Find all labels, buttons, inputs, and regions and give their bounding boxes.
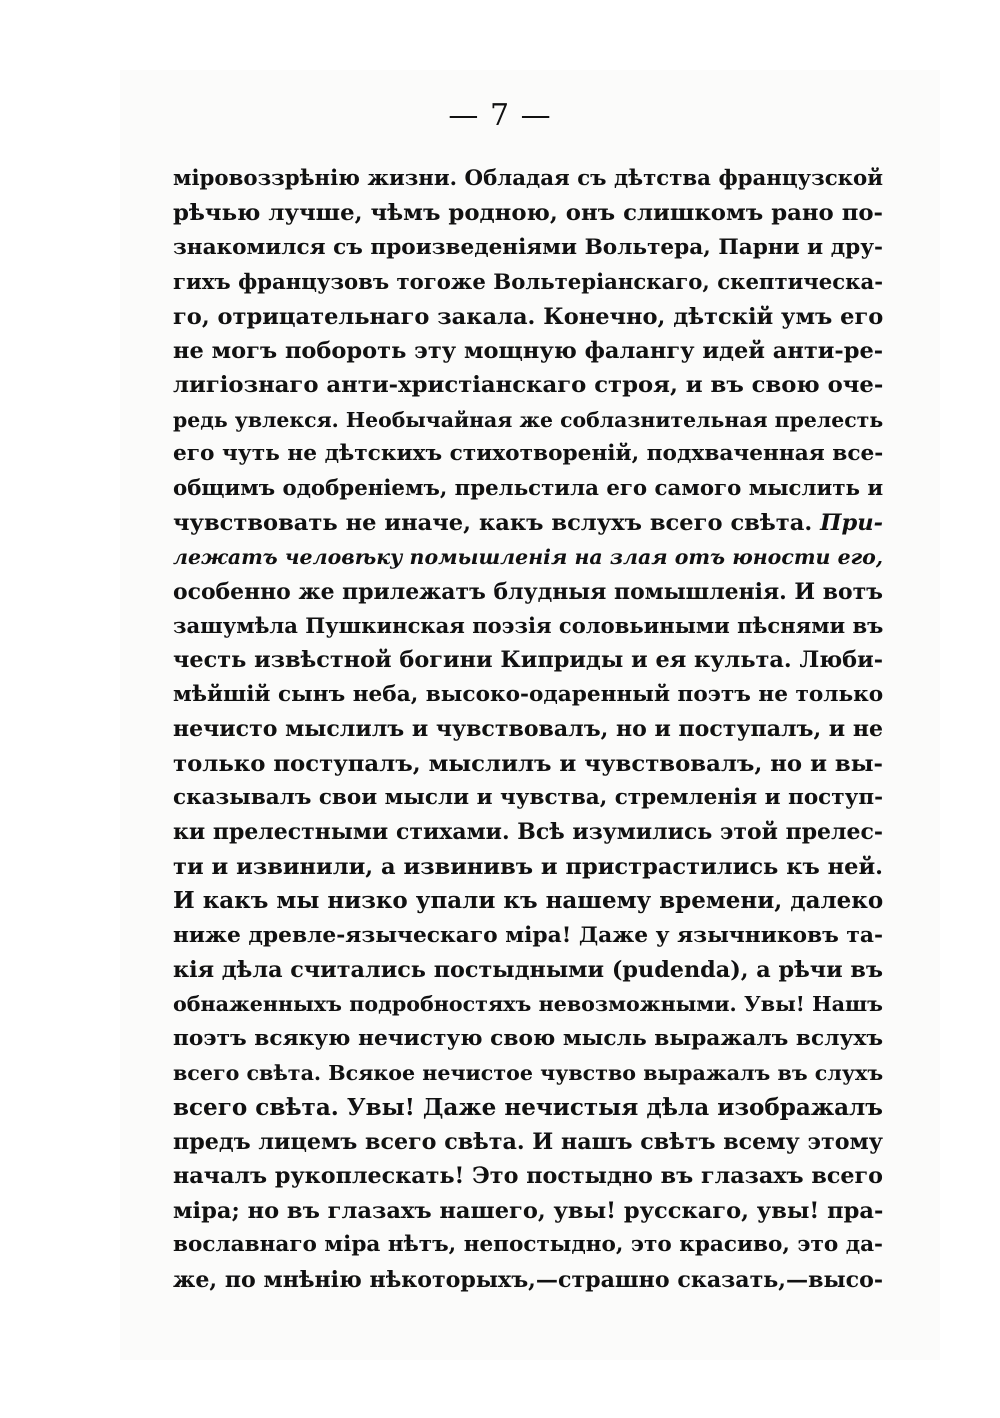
text-segment: ти и извинили, а извинивъ и пристрастились къ ней. xyxy=(173,853,883,880)
text-line xyxy=(173,987,883,1021)
text-segment: міровоззрѣнію жизни. Обладая съ дѣтства французской xyxy=(173,166,883,191)
text-segment: зашумѣла Пушкинская поэзія соловьиными пѣснями въ xyxy=(173,613,884,639)
text-segment: же, по мнѣнію нѣкоторыхъ,—страшно сказать,—высо- xyxy=(173,1266,883,1293)
text-line xyxy=(173,196,883,230)
text-segment: сказывалъ свои мысли и чувства, стремленія и поступ- xyxy=(173,785,883,811)
text-line xyxy=(173,1022,883,1056)
text-segment: И какъ мы низко упали къ нашему времени, далеко xyxy=(173,887,884,915)
text-segment: предъ лицемъ всего свѣта. И нашъ свѣтъ всему этому xyxy=(173,1128,883,1155)
text-segment: знакомился съ произведеніями Вольтера, Парни и дру- xyxy=(173,234,883,260)
text-segment: общимъ одобреніемъ, прельстила его самого мыслить и xyxy=(173,475,884,501)
text-line xyxy=(173,781,883,815)
italic-segment: лежатъ человѣку помышленія на злая отъ юности его, xyxy=(173,545,883,570)
text-line xyxy=(173,815,883,849)
text-segment: честь извѣстной богини Киприды и ея культа. Люби- xyxy=(173,647,883,674)
text-segment: нечисто мыслилъ и чувствовалъ, но и поступалъ, и не xyxy=(173,716,883,743)
text-line xyxy=(173,609,883,643)
body-text xyxy=(173,162,883,1297)
text-line xyxy=(173,884,883,918)
text-line xyxy=(173,1056,883,1090)
text-segment: не могъ побороть эту мощную фалангу идей анти-ре- xyxy=(173,337,884,364)
page-number: — 7 — xyxy=(448,98,552,133)
italic-segment: При- xyxy=(820,509,883,536)
text-segment: поэтъ всякую нечистую свою мысль выражалъ вслухъ xyxy=(173,1025,883,1051)
text-segment: мѣйшій сынъ неба, высоко-одаренный поэтъ не только xyxy=(173,681,884,707)
text-line xyxy=(173,540,883,574)
text-segment: лигіознаго анти-христіанскаго строя, и въ свою оче- xyxy=(173,372,884,399)
text-line xyxy=(173,1263,883,1297)
text-segment: ниже древле-языческаго міра! Даже у язычниковъ та- xyxy=(173,922,884,948)
text-line xyxy=(173,850,883,884)
text-segment: обнаженныхъ подробностяхъ невозможными. Увы! Нашъ xyxy=(173,992,883,1017)
text-segment: редь увлекся. Необычайная же соблазнительная прелесть xyxy=(173,407,884,432)
text-segment: всего свѣта. Всякое нечистое чувство выражалъ въ слухъ xyxy=(173,1061,884,1086)
text-line xyxy=(173,368,883,402)
text-line xyxy=(173,747,883,781)
text-line xyxy=(173,403,883,437)
text-line xyxy=(173,162,883,196)
text-line xyxy=(173,334,883,368)
text-line xyxy=(173,953,883,987)
text-line xyxy=(173,265,883,299)
text-line xyxy=(173,1125,883,1159)
text-segment: ки прелестными стихами. Всѣ изумились этой прелес- xyxy=(173,819,883,846)
text-segment: чувствовать не иначе, какъ вслухъ всего свѣта. xyxy=(173,509,821,536)
text-line xyxy=(173,231,883,265)
text-segment: кія дѣла считались постыдными (pudenda), а рѣчи въ xyxy=(173,956,883,983)
text-line xyxy=(173,712,883,746)
text-segment: міра; но въ глазахъ нашего, увы! русскаго, увы! пра- xyxy=(173,1197,884,1224)
text-segment: го, отрицательнаго закала. Конечно, дѣтскій умъ его xyxy=(173,303,884,330)
text-line xyxy=(173,678,883,712)
text-segment: его чуть не дѣтскихъ стихотвореній, подхваченная все- xyxy=(173,441,884,467)
text-segment: гихъ французовъ тогоже Вольтеріанскаго, скептическа- xyxy=(173,269,883,295)
text-line xyxy=(173,1091,883,1125)
text-line xyxy=(173,472,883,506)
text-segment: вославнаго міра нѣтъ, непостыдно, это красиво, это да- xyxy=(173,1232,883,1258)
text-segment: особенно же прилежатъ блудныя помышленія. И вотъ xyxy=(173,578,883,605)
text-segment: рѣчью лучше, чѣмъ родною, онъ слишкомъ рано по- xyxy=(173,200,883,227)
text-line xyxy=(173,506,883,540)
text-line xyxy=(173,919,883,953)
text-line xyxy=(173,1194,883,1228)
text-line xyxy=(173,575,883,609)
text-segment: всего свѣта. Увы! Даже нечистыя дѣла изображалъ xyxy=(173,1093,883,1121)
text-line xyxy=(173,1228,883,1262)
text-line xyxy=(173,643,883,677)
text-line xyxy=(173,300,883,334)
text-line xyxy=(173,1159,883,1193)
text-segment: только поступалъ, мыслилъ и чувствовалъ, но и вы- xyxy=(173,750,883,777)
text-segment: началъ рукоплескать! Это постыдно въ глазахъ всего xyxy=(173,1163,883,1190)
text-line xyxy=(173,437,883,471)
